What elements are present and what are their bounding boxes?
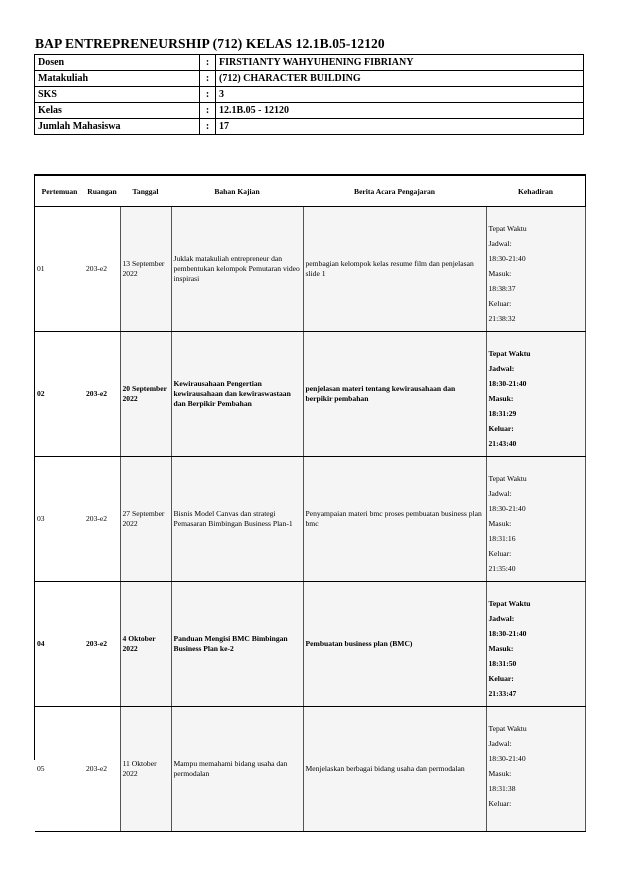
info-value: 17	[216, 119, 584, 135]
cell-bahan-kajian: Mampu memahami bidang usaha dan permodalan	[171, 707, 303, 832]
schedule-header-row	[35, 176, 585, 207]
cell-ruangan: 203-e2	[84, 582, 120, 707]
info-row-matakuliah	[35, 71, 584, 87]
check-out-label: Keluar:	[488, 549, 512, 558]
info-label: Jumlah Mahasiswa	[35, 119, 200, 135]
cell-kehadiran	[486, 707, 585, 832]
cell-kehadiran	[486, 582, 585, 707]
cell-tanggal: 20 September 2022	[120, 332, 171, 457]
check-out-label: Keluar:	[488, 799, 512, 808]
check-out-time: 21:43:40	[488, 439, 517, 448]
cell-bahan-kajian: Bisnis Model Canvas dan strategi Pemasaran Bimbingan Business Plan-1	[171, 457, 303, 582]
cell-tanggal: 27 September 2022	[120, 457, 171, 582]
info-label: Matakuliah	[35, 71, 200, 87]
cell-ruangan: 203-e2	[84, 457, 120, 582]
info-label: Kelas	[35, 103, 200, 119]
cell-pertemuan: 01	[35, 207, 84, 332]
info-label: Dosen	[35, 55, 200, 71]
cell-ruangan: 203-e2	[84, 707, 120, 832]
check-in-label: Masuk:	[488, 394, 514, 403]
cell-kehadiran	[486, 332, 585, 457]
attendance-status: Tepat Waktu	[488, 349, 531, 358]
schedule-label: Jadwal:	[488, 614, 515, 623]
attendance-status: Tepat Waktu	[488, 474, 527, 483]
info-row-dosen	[35, 55, 584, 71]
check-out-time: 21:33:47	[488, 689, 517, 698]
col-header-kehadiran: Kehadiran	[486, 176, 585, 207]
table-row	[35, 457, 585, 582]
cell-ruangan: 203-e2	[84, 207, 120, 332]
check-out-label: Keluar:	[488, 299, 512, 308]
table-row	[35, 207, 585, 332]
info-row-jumlah-mahasiswa	[35, 119, 584, 135]
col-header-berita-acara: Berita Acara Pengajaran	[303, 176, 486, 207]
schedule-time: 18:30-21:40	[488, 629, 527, 638]
attendance-status: Tepat Waktu	[488, 599, 531, 608]
info-value: (712) CHARACTER BUILDING	[216, 71, 584, 87]
check-in-label: Masuk:	[488, 769, 512, 778]
table-row	[35, 332, 585, 457]
col-header-bahan-kajian: Bahan Kajian	[171, 176, 303, 207]
info-separator: :	[200, 71, 216, 87]
course-info-table	[34, 54, 584, 135]
info-separator: :	[200, 103, 216, 119]
cell-berita-acara: Penyampaian materi bmc proses pembuatan business plan bmc	[303, 457, 486, 582]
info-row-sks	[35, 87, 584, 103]
check-in-time: 18:31:50	[488, 659, 517, 668]
attendance-status: Tepat Waktu	[488, 724, 527, 733]
check-in-time: 18:31:16	[488, 534, 516, 543]
cell-pertemuan: 05	[35, 707, 84, 832]
schedule-container	[34, 174, 586, 808]
schedule-label: Jadwal:	[488, 239, 512, 248]
schedule-time: 18:30-21:40	[488, 504, 526, 513]
col-header-tanggal: Tanggal	[120, 176, 171, 207]
check-out-label: Keluar:	[488, 424, 514, 433]
info-separator: :	[200, 55, 216, 71]
check-out-time: 21:38:32	[488, 314, 516, 323]
cell-berita-acara: Menjelaskan berbagai bidang usaha dan permodalan	[303, 707, 486, 832]
check-in-time: 18:38:37	[488, 284, 516, 293]
schedule-label: Jadwal:	[488, 739, 512, 748]
info-value: 12.1B.05 - 12120	[216, 103, 584, 119]
schedule-label: Jadwal:	[488, 489, 512, 498]
cell-kehadiran	[486, 207, 585, 332]
cell-kehadiran	[486, 457, 585, 582]
cell-bahan-kajian: Kewirausahaan Pengertian kewirausahaan dan kewiraswastaan dan Berpikir Pembahan	[171, 332, 303, 457]
schedule-label: Jadwal:	[488, 364, 515, 373]
table-row	[35, 582, 585, 707]
cell-pertemuan: 04	[35, 582, 84, 707]
cell-bahan-kajian: Juklak matakuliah entrepreneur dan pembentukan kelompok Pemutaran video inspirasi	[171, 207, 303, 332]
check-in-label: Masuk:	[488, 269, 512, 278]
table-row	[35, 707, 585, 832]
info-value: 3	[216, 87, 584, 103]
col-header-pertemuan: Pertemuan	[35, 176, 84, 207]
check-in-label: Masuk:	[488, 644, 514, 653]
col-header-ruangan: Ruangan	[84, 176, 120, 207]
cell-berita-acara: pembagian kelompok kelas resume film dan penjelasan slide 1	[303, 207, 486, 332]
page-title: BAP ENTREPRENEURSHIP (712) KELAS 12.1B.05-12120	[35, 36, 385, 51]
check-in-time: 18:31:38	[488, 784, 516, 793]
check-out-time: 21:35:40	[488, 564, 516, 573]
cell-berita-acara: Pembuatan business plan (BMC)	[303, 582, 486, 707]
check-in-time: 18:31:29	[488, 409, 517, 418]
cell-berita-acara: penjelasan materi tentang kewirausahaan dan berpikir pembahan	[303, 332, 486, 457]
info-label: SKS	[35, 87, 200, 103]
info-separator: :	[200, 119, 216, 135]
schedule-time: 18:30-21:40	[488, 379, 527, 388]
info-row-kelas	[35, 103, 584, 119]
check-out-label: Keluar:	[488, 674, 514, 683]
cell-tanggal: 4 Oktober 2022	[120, 582, 171, 707]
cell-pertemuan: 02	[35, 332, 84, 457]
cell-tanggal: 11 Oktober 2022	[120, 707, 171, 832]
cell-pertemuan: 03	[35, 457, 84, 582]
schedule-table	[35, 176, 586, 832]
info-value: FIRSTIANTY WAHYUHENING FIBRIANY	[216, 55, 584, 71]
cell-tanggal: 13 September 2022	[120, 207, 171, 332]
attendance-status: Tepat Waktu	[488, 224, 527, 233]
info-separator: :	[200, 87, 216, 103]
check-in-label: Masuk:	[488, 519, 512, 528]
cell-ruangan: 203-e2	[84, 332, 120, 457]
cell-bahan-kajian: Panduan Mengisi BMC Bimbingan Business Plan ke-2	[171, 582, 303, 707]
schedule-time: 18:30-21:40	[488, 254, 526, 263]
schedule-time: 18:30-21:40	[488, 754, 526, 763]
